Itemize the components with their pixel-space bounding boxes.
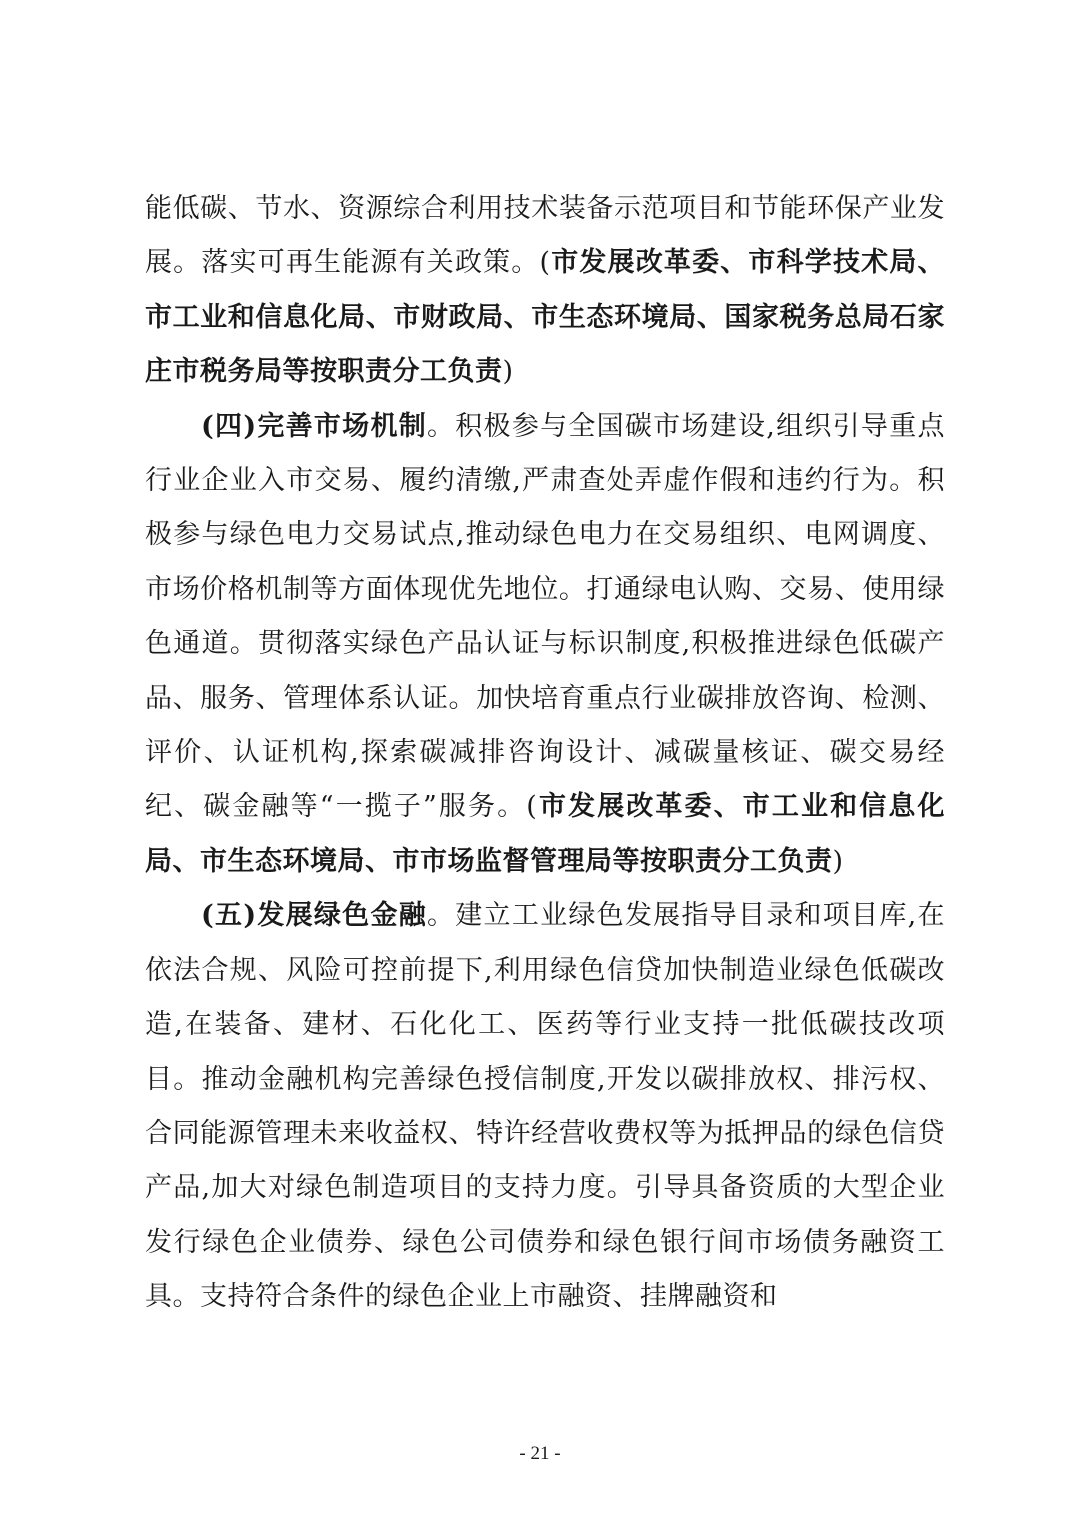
paragraph-1-close: ) <box>502 356 514 388</box>
paragraph-1-responsible: 市发展改革委、市科学技术局、市工业和信息化局、市财政局、市生态环境局、国家税务总局石家庄市税务局等按职责分工负责 <box>145 247 945 388</box>
paragraph-3 <box>145 889 945 1324</box>
paragraph-2-text: 。积极参与全国碳市场建设,组织引导重点行业企业入市交易、履约清缴,严肃查处弄虚作假和违约行为。积极参与绿色电力交易试点,推动绿色电力在交易组织、电网调度、市场价格机制等方面体现优先地位。打通绿电认购、交易、使用绿色通道。贯彻落实绿色产品认证与标识制度,积极推进绿色低碳产品、服务、管理体系认证。加快培育重点行业碳排放咨询、检测、评价、认证机构,探索碳减排咨询设计、减碳量核证、碳交易经纪、碳金融等“一揽子”服务。( <box>145 410 945 823</box>
paragraph-1 <box>145 182 945 400</box>
paragraph-2-heading: (四)完善市场机制 <box>201 410 427 442</box>
paragraph-2-close: ) <box>832 845 844 877</box>
paragraph-1-text: 能低碳、节水、资源综合利用技术装备示范项目和节能环保产业发展。落实可再生能源有关政策。( <box>145 193 945 279</box>
paragraph-3-text: 。建立工业绿色发展指导目录和项目库,在依法合规、风险可控前提下,利用绿色信贷加快制造业绿色低碳改造,在装备、建材、石化化工、医药等行业支持一批低碳技改项目。推动金融机构完善绿色授信制度,开发以碳排放权、排污权、合同能源管理未来收益权、特许经营收费权等为抵押品的绿色信贷产品,加大对绿色制造项目的支持力度。引导具备资质的大型企业发行绿色企业债券、绿色公司债券和绿色银行间市场债务融资工具。支持符合条件的绿色企业上市融资、挂牌融资和 <box>145 900 945 1313</box>
paragraph-2-responsible: 市发展改革委、市工业和信息化局、市生态环境局、市市场监督管理局等按职责分工负责 <box>145 791 946 877</box>
paragraph-2 <box>145 400 945 890</box>
page-number: - 21 - <box>519 1443 561 1464</box>
paragraph-3-heading: (五)发展绿色金融 <box>201 900 427 932</box>
document-body <box>145 182 945 1325</box>
